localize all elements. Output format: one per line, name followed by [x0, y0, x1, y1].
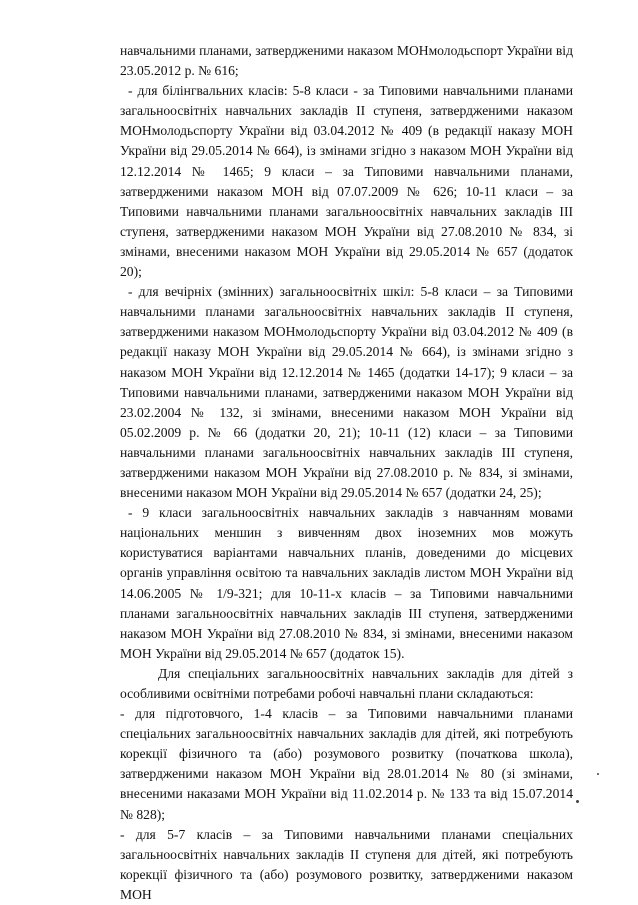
document-page — [120, 41, 573, 905]
paragraph-classes-5-7: - для 5-7 класів – за Типовими навчальними планами спеціальних загальноосвітніх навчальних закладів ІІ ступеня для дітей, які потребують корекції фізичного та (або) розумового розвитку, затвердженими наказом МОН — [120, 826, 573, 902]
paragraph-continuation: навчальними планами, затвердженими наказом МОНмолодьспорт України від 23.05.2012 р. № 616; — [120, 43, 573, 79]
paragraph-evening-schools: - для вечірніх (змінних) загальноосвітніх шкіл: 5-8 класи – за Типовими навчальними планами загальноосвітніх навчальних закладів ІІ ступеня, затвердженими наказом МОНмолодьспорту України від 03.04.2012 № 409 (в редакції наказу МОН України від 29.05.2014 № 664), із змінами згідно з наказом МОН України від 12.12.2014 № 1465 (додатки 14-17); 9 класи – за Типовими навчальними планами, затвердженими наказом МОН України від 23.02.2004 № 132, зі змінами, внесеними наказом МОН України від 05.02.2009 р. № 66 (додатки 20, 21); 10-11 (12) класи – за Типовими навчальними планами загальноосвітніх навчальних закладів ІІІ ступеня, затвердженими наказом МОН України від 27.08.2010 р. № 834, зі змінами, внесеними наказом МОН України від 29.05.2014 № 657 (додатки 24, 25); — [120, 284, 573, 501]
paragraph-special-schools-intro: Для спеціальних загальноосвітніх навчальних закладів для дітей з особливими освітніми потребами робочі навчальні плани складаються: — [120, 665, 573, 701]
paragraph-preparatory-classes: - для підготовчого, 1-4 класів – за Типовими навчальними планами спеціальних загальноосвітніх навчальних закладів для дітей, які потребують корекції фізичного та (або) розумового розвитку (початкова школа), затвердженими наказом МОН України від 28.01.2014 № 80 (зі змінами, внесеними наказами МОН України від 11.02.2014 р. № 133 та від 15.07.2014 № 828); — [120, 706, 573, 822]
paragraph-national-minorities: - 9 класи загальноосвітніх навчальних закладів з навчанням мовами національних меншин з вивченням двох іноземних мов можуть користуватися варіантами навчальних планів, доведеними до місцевих органів управління освітою та навчальних закладів листом МОН України від 14.06.2005 № 1/9-321; для 10-11-х класів – за Типовими навчальними планами загальноосвітніх навчальних закладів ІІІ ступеня, затвердженими наказом МОН України від 27.08.2010 № 834, зі змінами, внесеними наказом МОН України від 29.05.2014 № 657 (додаток 15). — [120, 505, 573, 661]
scan-speck — [576, 800, 579, 803]
paragraph-bilingual-classes: - для білінгвальних класів: 5-8 класи - за Типовими навчальними планами загальноосвітніх навчальних закладів ІІ ступеня, затвердженими наказом МОНмолодьспорту України від 03.04.2012 № 409 (в редакції наказу МОН України від 29.05.2014 № 664), із змінами згідно з наказом МОН України від 12.12.2014 № 1465; 9 класи – за Типовими навчальними планами, затвердженими наказом МОН від 07.07.2009 № 626; 10-11 класи – за Типовими навчальними планами загальноосвітніх навчальних закладів ІІІ ступеня, затвердженими наказом МОН України від 27.08.2010 № 834, зі змінами, внесеними наказом МОН України від 29.05.2014 № 657 (додаток 20); — [120, 83, 573, 280]
scan-speck — [597, 773, 599, 775]
